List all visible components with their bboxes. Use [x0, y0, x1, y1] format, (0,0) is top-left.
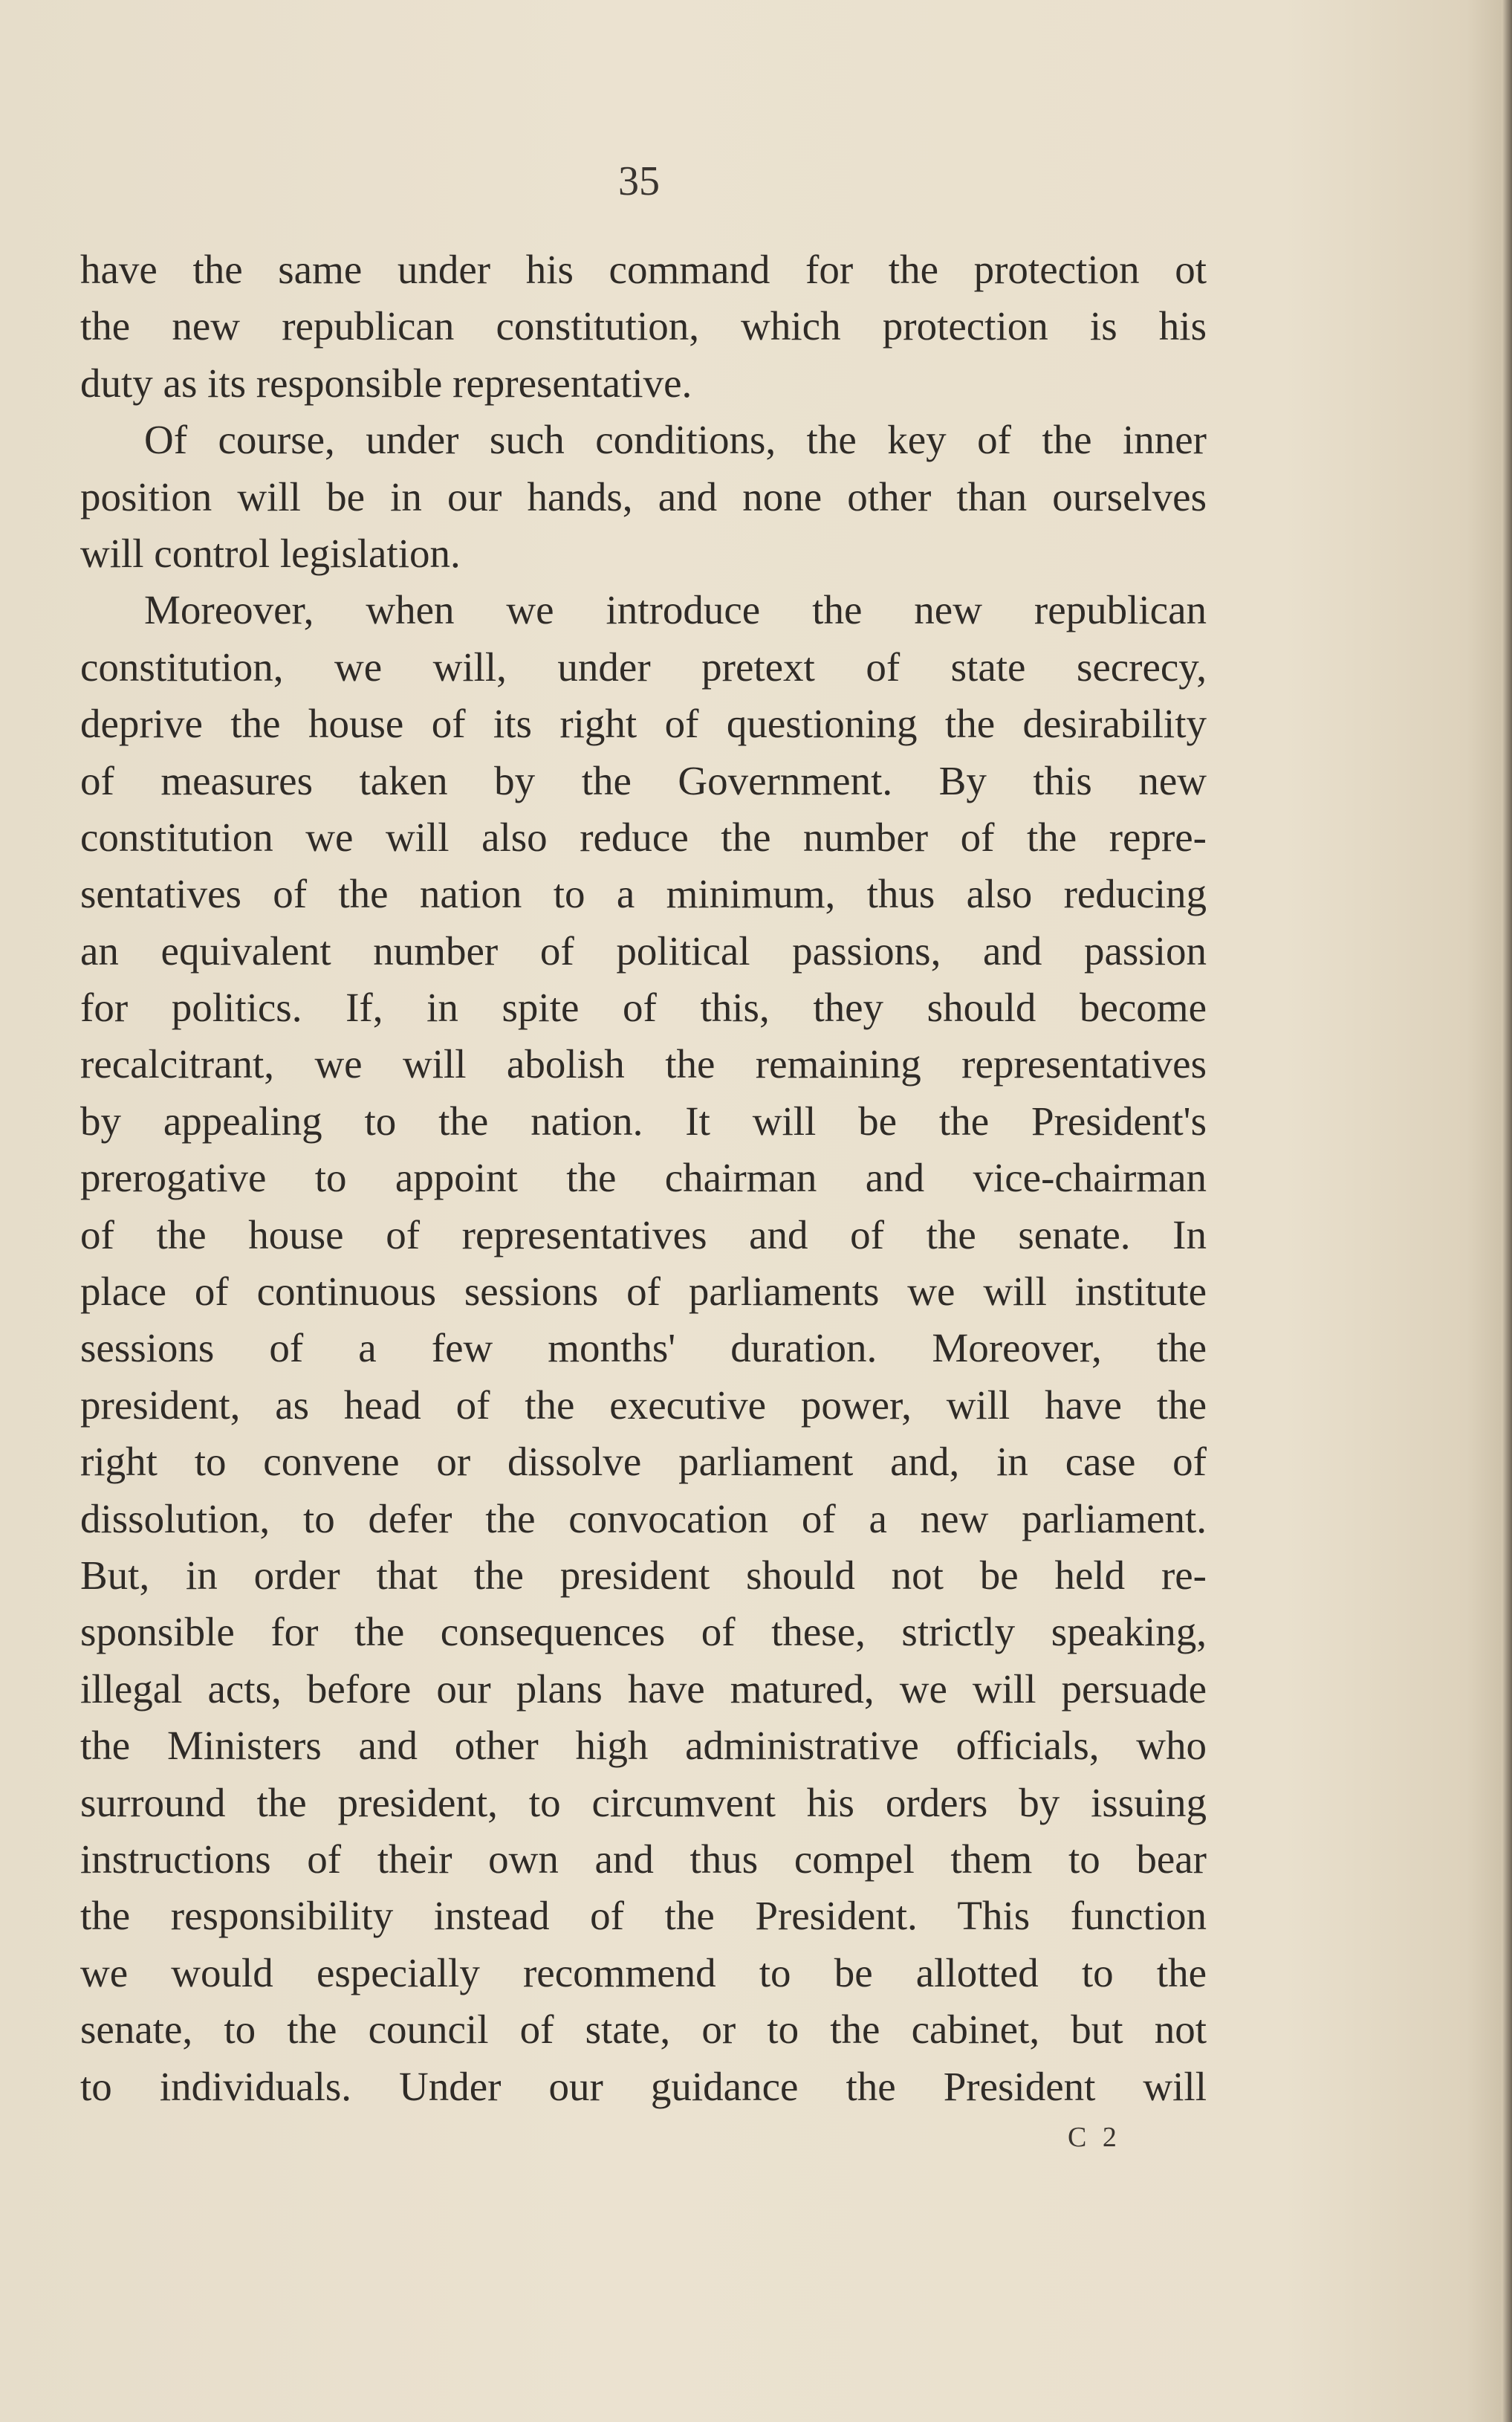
text-line: senate, to the council of state, or to the cabinet, but not: [80, 2007, 1207, 2053]
text-line: sessions of a few months' duration. Moreover, the: [80, 1325, 1207, 1371]
text-line: surround the president, to circumvent his orders by issuing: [80, 1779, 1207, 1825]
text-line: the new republican constitution, which protection is his: [80, 303, 1207, 349]
text-line: Of course, under such conditions, the key of the inner: [144, 417, 1207, 463]
text-line: the responsibility instead of the President. This function: [80, 1893, 1207, 1939]
text-line: place of continuous sessions of parliaments we will institute: [80, 1269, 1207, 1315]
text-line: But, in order that the president should not be held re-: [80, 1552, 1207, 1598]
text-line: of the house of representatives and of the senate. In: [80, 1211, 1207, 1257]
text-line: we would especially recommend to be allotted to the: [80, 1949, 1207, 1995]
page-edge: [1502, 0, 1512, 2422]
text-line: to individuals. Under our guidance the President will: [80, 2063, 1207, 2109]
text-line: dissolution, to defer the convocation of a new parliament.: [80, 1495, 1207, 1541]
text-line: Moreover, when we introduce the new republican: [144, 587, 1207, 633]
text-line: right to convene or dissolve parliament and, in case of: [80, 1439, 1207, 1485]
text-line: constitution, we will, under pretext of state secrecy,: [80, 644, 1207, 690]
text-line: prerogative to appoint the chairman and vice-chairman: [80, 1155, 1207, 1201]
text-line: have the same under his command for the protection ot: [80, 247, 1207, 292]
text-line: sentatives of the nation to a minimum, thus also reducing: [80, 871, 1207, 917]
text-line: duty as its responsible representative.: [80, 360, 692, 406]
text-line: deprive the house of its right of questioning the desirability: [80, 701, 1207, 747]
text-line: constitution we will also reduce the number of the repre-: [80, 814, 1207, 860]
text-line: will control legislation.: [80, 530, 461, 576]
page-number: 35: [618, 158, 660, 204]
signature-mark: C 2: [1068, 2122, 1121, 2153]
text-line: an equivalent number of political passions, and passion: [80, 927, 1207, 974]
text-line: for politics. If, in spite of this, they should become: [80, 985, 1207, 1031]
text-line: sponsible for the consequences of these, strictly speaking,: [80, 1609, 1207, 1655]
text-line: of measures taken by the Government. By this new: [80, 757, 1207, 803]
text-line: by appealing to the nation. It will be the President's: [80, 1098, 1207, 1144]
body-text: [80, 242, 1207, 2115]
text-line: illegal acts, before our plans have matured, we will persuade: [80, 1665, 1207, 1712]
text-line: president, as head of the executive power, will have the: [80, 1382, 1207, 1428]
text-line: position will be in our hands, and none other than ourselves: [80, 473, 1207, 519]
text-line: the Ministers and other high administrative officials, who: [80, 1723, 1207, 1769]
text-line: recalcitrant, we will abolish the remaining representatives: [80, 1041, 1207, 1087]
text-line: instructions of their own and thus compel them to bear: [80, 1836, 1207, 1882]
